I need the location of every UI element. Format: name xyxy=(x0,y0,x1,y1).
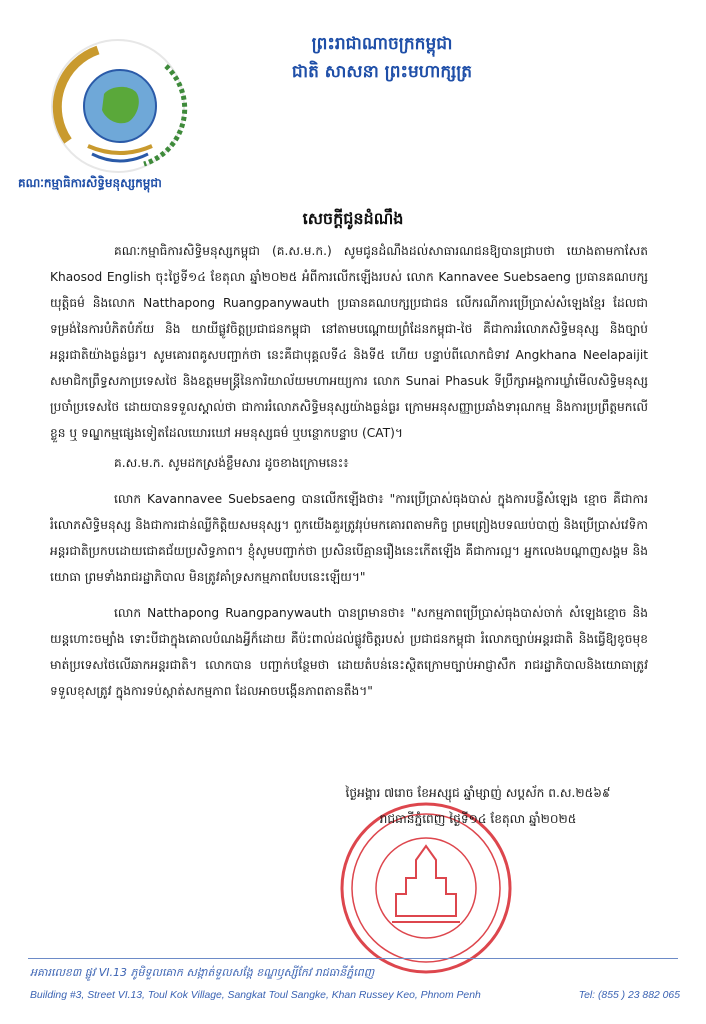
footer-telephone: Tel: (855 ) 23 882 065 xyxy=(578,990,680,1001)
closing-dates xyxy=(298,780,658,832)
footer-address-english: Building #3, Street VI.13, Toul Kok Village, Sangkat Toul Sangke, Khan Russey Keo, Phnom Penh xyxy=(30,990,481,1001)
paragraph-1: គណៈកម្មាធិការសិទ្ធិមនុស្សកម្ពុជា (គ.ស.ម.ក.) សូមជូនដំណឹងដល់សាធារណជនឱ្យបានជ្រាបថា យោងតាមកាសែត Khaosod English ចុះថ្ងៃទី១៤ ខែតុលា ឆ្នាំ២០២៥ អំពីការលើកឡើងរបស់ លោក Kannavee Suebsaeng ប្រធានគណបក្សយុត្តិធម៌ និងលោក Natthapong Ruangpanywauth ប្រធានគណបក្សប្រជាជន លើករណីការប្រើប្រាស់សំឡេងខ្មែរ ដែលជាទម្រង់នៃការបំភិតបំភ័យ និង យាយីផ្លូវចិត្តប្រជាជនកម្ពុជា នៅតាមបណ្តោយព្រំដែនកម្ពុជា-ថៃ គឺជាការរំលោភសិទ្ធិមនុស្ស និងច្បាប់ អន្តរជាតិយ៉ាងធ្ងន់ធ្ងរ។ សូមគោរពគូសបញ្ជាក់ថា នេះគឺជាបុគ្គលទី៤ និងទី៥ ហើយ បន្ទាប់ពីលោកជំទាវ Angkhana Neelapaijit សមាជិកព្រឹទ្ធសភាប្រទេសថៃ និងឧត្តមមន្ត្រីនៃការិយាល័យមហាអយ្យការ លោក Sunai Phasuk ទីប្រឹក្សាអង្គការឃ្លាំមើលសិទ្ធិមនុស្សប្រចាំប្រទេសថៃ ដោយបានទទួលស្គាល់ថា ជាការរំលោភសិទ្ធិមនុស្សយ៉ាងធ្ងន់ធ្ងរ ក្រោមអនុសញ្ញាប្រឆាំងទារុណកម្ម និងការប្រព្រឹត្តមកលើខ្លួន ឬ ទណ្ឌកម្មផ្សេងទៀតដែលឃោរឃៅ អមនុស្សធម៌ ឬបន្ថោកបន្ទាប (CAT)។ xyxy=(50,244,648,440)
footer-divider xyxy=(28,958,678,959)
date-lunar: ថ្ងៃអង្គារ ៧រោច ខែអស្សុជ ឆ្នាំម្សាញ់ សប្តស័ក ព.ស.២៥៦៩ xyxy=(345,786,611,800)
commission-logo xyxy=(48,36,188,176)
paragraph-3: លោក Kavannavee Suebsaeng បានលើកឡើងថា៖ "ការប្រើប្រាស់ធុងបាស់ ក្នុងការបន្លឺសំឡេង ខ្មោច គឺជាការរំលោភសិទ្ធិមនុស្ស និងជាការជាន់ឈ្លីកិត្តិយសមនុស្ស។ ពួកយើងគួរត្រូវរុប់មកគោរពតាមកិច្ច ព្រមព្រៀងបទឈប់បាញ់ និងប្រើប្រាស់វេទិកាអន្តរជាតិប្រកបដោយជោគជ័យប្រសិទ្ធភាព។ ខ្ញុំសូមបញ្ជាក់ថា ប្រសិនបើគ្មានរឿងនេះកើតឡើង គឺជាការល្អ។ អ្នកលេងបណ្តាញសង្គម និងយោធា ព្រមទាំងរាជរដ្ឋាភិបាល មិនត្រូវគាំទ្រសកម្មភាពបែបនេះឡើយ។" xyxy=(50,492,648,584)
kingdom-line-1: ព្រះរាជាណាចក្រកម្ពុជា xyxy=(311,34,453,54)
commission-name: គណៈកម្មាធិការសិទ្ធិមនុស្សកម្ពុជា xyxy=(18,176,162,190)
paragraph-4: លោក Natthapong Ruangpanywauth បានព្រមានថា៖ "សកម្មភាពប្រើប្រាស់ធុងបាស់ចាក់ សំឡេងខ្មោច និងយន្តហោះចម្បាំង ទោះបីជាក្នុងគោលបំណងអ្វីក៏ដោយ គឺប៉ះពាល់ដល់ផ្លូវចិត្តរបស់ ប្រជាជនកម្ពុជា រំលោភច្បាប់អន្តរជាតិ និងធ្វើឱ្យខូចមុខមាត់ប្រទេសថៃលើឆាកអន្តរជាតិ។ លោកបាន បញ្ជាក់បន្ថែមថា ដោយតំបន់នេះស្ថិតក្រោមច្បាប់អាជ្ញាសឹក រាជរដ្ឋាភិបាលនិងយោធាត្រូវទទួលខុសត្រូវ ក្នុងការទប់ស្កាត់សកម្មភាព ដែលអាចបង្កើនភាពតានតឹង។" xyxy=(50,606,648,698)
kingdom-motto xyxy=(232,30,532,86)
date-solar: រាជធានីភ្នំពេញ ថ្ងៃទី១៤ ខែតុលា ឆ្នាំ២០២៥ xyxy=(379,812,577,826)
kingdom-line-2: ជាតិ សាសនា ព្រះមហាក្សត្រ xyxy=(291,62,473,82)
document-body xyxy=(50,238,648,708)
paragraph-2: គ.ស.ម.ក. សូមដកស្រង់ខ្លឹមសារ ដូចខាងក្រោមនេះ៖ xyxy=(114,456,349,470)
footer-address-khmer: អគារលេខ៣ ផ្លូវ VI.13 ភូមិទួលគោក សង្កាត់ទួលសង្កែ ខណ្ឌឫស្សីកែវ រាជធានីភ្នំពេញ xyxy=(30,966,375,979)
document-title: សេចក្តីជូនដំណឹង xyxy=(302,209,404,228)
